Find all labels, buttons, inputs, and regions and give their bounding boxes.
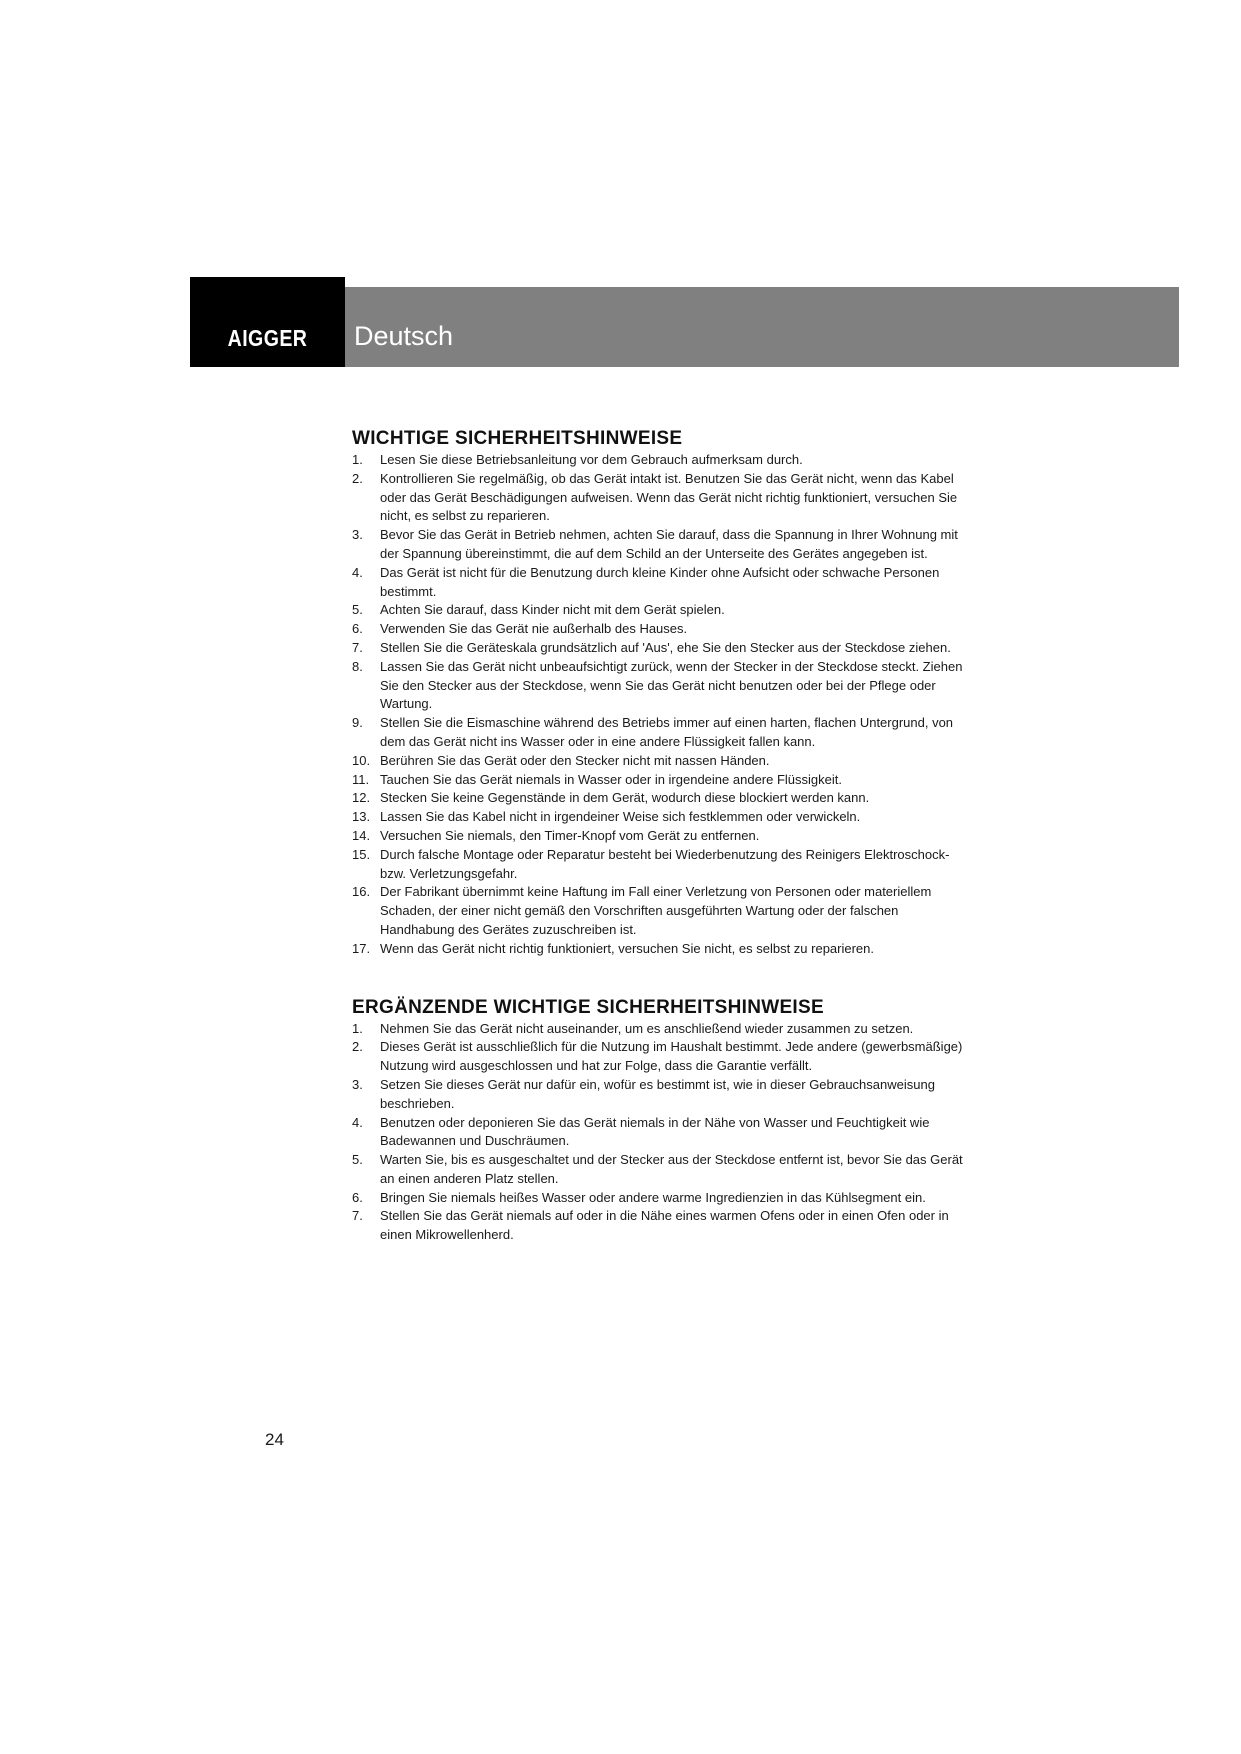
item-number: 1. xyxy=(352,452,363,467)
list-item xyxy=(352,658,972,714)
item-text: Versuchen Sie niemals, den Timer-Knopf vom Gerät zu entfernen. xyxy=(380,827,760,843)
item-text: Lassen Sie das Gerät nicht unbeaufsichtigt zurück, wenn der Stecker in der Steckdose steckt. Ziehen Sie den Stecker aus der Steckdose, wenn Sie das Gerät nicht benutzen oder bei der Pflege oder Wartung. xyxy=(380,658,963,712)
item-number: 7. xyxy=(352,639,363,655)
section-safety xyxy=(352,428,972,959)
item-number: 12. xyxy=(352,790,371,806)
item-number: 2. xyxy=(352,470,363,486)
list-item xyxy=(352,1207,972,1245)
list-item xyxy=(352,1151,972,1189)
list-item xyxy=(352,883,972,939)
item-text: Stellen Sie die Geräteskala grundsätzlich auf 'Aus', ehe Sie den Stecker aus der Steckdose ziehen. xyxy=(380,639,951,655)
item-text: Tauchen Sie das Gerät niemals in Wasser oder in irgendeine andere Flüssigkeit. xyxy=(380,771,842,787)
item-number: 17. xyxy=(352,940,371,956)
list-item xyxy=(352,1114,972,1152)
item-number: 6. xyxy=(352,621,363,637)
additional-safety-list xyxy=(352,1020,972,1246)
section-title: WICHTIGE SICHERHEITSHINWEISE xyxy=(352,428,683,449)
list-item xyxy=(352,470,972,526)
list-item xyxy=(352,639,972,658)
section-title: ERGÄNZENDE WICHTIGE SICHERHEITSHINWEISE xyxy=(352,996,824,1018)
brand-block xyxy=(190,277,345,367)
item-text: Bringen Sie niemals heißes Wasser oder andere warme Ingredienzien in das Kühlsegment ein. xyxy=(380,1189,926,1205)
item-number: 2. xyxy=(352,1039,363,1055)
list-item xyxy=(352,451,972,470)
list-item xyxy=(352,1189,972,1208)
list-item xyxy=(352,1020,972,1039)
item-text: Stecken Sie keine Gegenstände in dem Gerät, wodurch diese blockiert werden kann. xyxy=(380,790,870,806)
item-number: 5. xyxy=(352,602,363,618)
list-item xyxy=(352,771,972,790)
item-number: 9. xyxy=(352,715,363,731)
item-number: 1. xyxy=(352,1020,363,1036)
item-text: Lesen Sie diese Betriebsanleitung vor dem Gebrauch aufmerksam durch. xyxy=(380,452,803,467)
item-text: Stellen Sie die Eismaschine während des Betriebs immer auf einen harten, flachen Untergrund, von dem das Gerät nicht ins Wasser oder in eine andere Flüssigkeit fallen kann. xyxy=(380,715,954,749)
list-item xyxy=(352,1076,972,1114)
list-item xyxy=(352,601,972,620)
item-number: 16. xyxy=(352,884,371,900)
item-text: Setzen Sie dieses Gerät nur dafür ein, wofür es bestimmt ist, wie in dieser Gebrauchsanweisung beschrieben. xyxy=(380,1076,935,1111)
item-number: 5. xyxy=(352,1152,363,1168)
item-text: Stellen Sie das Gerät niemals auf oder in die Nähe eines warmen Ofens oder in einen Ofen oder in einen Mikrowellenherd. xyxy=(380,1208,949,1243)
item-text: Der Fabrikant übernimmt keine Haftung im Fall einer Verletzung von Personen oder materiellem Schaden, der einer nicht gemäß den Vorschriften ausgeführten Wartung oder der falschen Handhabung des Gerätes zuzuschreiben ist. xyxy=(380,884,932,937)
item-text: Kontrollieren Sie regelmäßig, ob das Gerät intakt ist. Benutzen Sie das Gerät nicht, wenn das Kabel oder das Gerät Beschädigungen aufweisen. Wenn das Gerät nicht richtig funktioniert, versuchen Sie nicht, es selbst zu reparieren. xyxy=(380,470,958,524)
item-number: 4. xyxy=(352,564,363,580)
list-item xyxy=(352,827,972,846)
item-text: Lassen Sie das Kabel nicht in irgendeiner Weise sich festklemmen oder verwickeln. xyxy=(380,809,861,825)
list-item xyxy=(352,620,972,639)
item-number: 6. xyxy=(352,1189,363,1205)
page-number: 24 xyxy=(265,1430,284,1449)
item-number: 11. xyxy=(352,771,370,787)
list-item xyxy=(352,808,972,827)
item-text: Wenn das Gerät nicht richtig funktioniert, versuchen Sie nicht, es selbst zu reparieren. xyxy=(380,940,875,956)
item-text: Dieses Gerät ist ausschließlich für die Nutzung im Haushalt bestimmt. Jede andere (gewerbsmäßige) Nutzung wird ausgeschlossen und hat zur Folge, dass die Garantie verfällt. xyxy=(380,1039,963,1074)
item-number: 15. xyxy=(352,846,371,862)
item-text: Achten Sie darauf, dass Kinder nicht mit dem Gerät spielen. xyxy=(380,602,725,618)
item-number: 8. xyxy=(352,658,363,674)
item-number: 10. xyxy=(352,752,371,768)
item-number: 4. xyxy=(352,1114,363,1130)
list-item xyxy=(352,564,972,602)
item-number: 3. xyxy=(352,527,363,543)
list-item xyxy=(352,1038,972,1076)
item-text: Benutzen oder deponieren Sie das Gerät niemals in der Nähe von Wasser und Feuchtigkeit wie Badewannen und Duschräumen. xyxy=(380,1114,930,1149)
item-text: Durch falsche Montage oder Reparatur besteht bei Wiederbenutzung des Reinigers Elektroschock- bzw. Verletzungsgefahr. xyxy=(380,846,950,881)
item-text: Warten Sie, bis es ausgeschaltet und der Stecker aus der Steckdose entfernt ist, bevor Sie das Gerät an einen anderen Platz stellen. xyxy=(380,1152,963,1186)
item-text: Nehmen Sie das Gerät nicht auseinander, um es anschließend wieder zusammen zu setzen. xyxy=(380,1020,914,1036)
list-item xyxy=(352,526,972,564)
item-number: 7. xyxy=(352,1208,363,1224)
item-number: 3. xyxy=(352,1076,363,1092)
list-item xyxy=(352,714,972,752)
item-text: Bevor Sie das Gerät in Betrieb nehmen, achten Sie darauf, dass die Spannung in Ihrer Wohnung mit der Spannung übereinstimmt, die auf dem Schild an der Unterseite des Gerätes angegeben ist. xyxy=(380,527,958,561)
item-text: Verwenden Sie das Gerät nie außerhalb des Hauses. xyxy=(380,621,688,637)
item-text: Berühren Sie das Gerät oder den Stecker nicht mit nassen Händen. xyxy=(380,752,770,768)
item-text: Das Gerät ist nicht für die Benutzung durch kleine Kinder ohne Aufsicht oder schwache Personen bestimmt. xyxy=(380,564,940,599)
language-label: Deutsch xyxy=(354,321,454,351)
list-item xyxy=(352,752,972,771)
safety-list xyxy=(352,451,972,959)
section-additional-safety xyxy=(352,997,972,1246)
main-content xyxy=(352,428,972,1245)
brand-logo: AIGGER xyxy=(227,325,308,351)
item-number: 14. xyxy=(352,827,371,843)
list-item xyxy=(352,940,972,959)
list-item xyxy=(352,789,972,808)
item-number: 13. xyxy=(352,809,371,825)
list-item xyxy=(352,846,972,884)
